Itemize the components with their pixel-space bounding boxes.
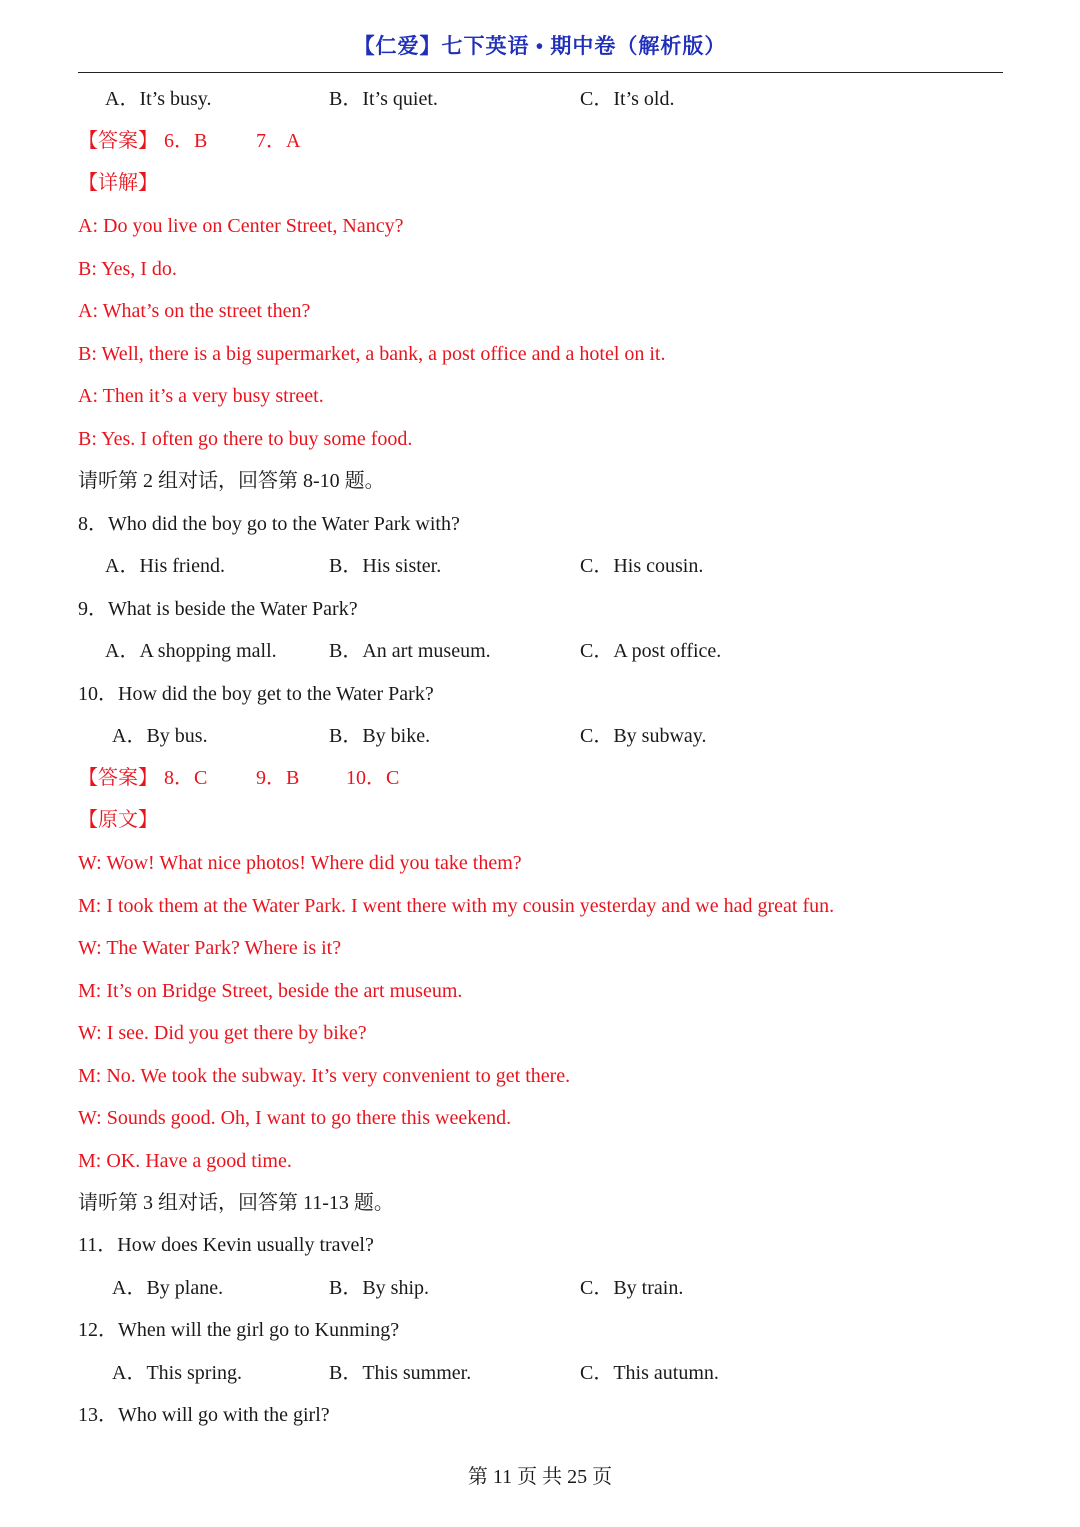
q9-option-c: C．A post office. (580, 640, 722, 662)
answer-8-10 (0, 765, 1080, 791)
answer-6-7 (0, 128, 1080, 154)
instruction-group-3: 请听第 3 组对话，回答第 11-13 题。 (78, 1192, 394, 1214)
q12-options (0, 1360, 1080, 1386)
q7-option-a: A．It’s busy. (105, 88, 212, 110)
q10-option-b: B．By bike. (329, 725, 431, 747)
q11-option-c: C．By train. (580, 1277, 684, 1299)
q12-stem: 12．When will the girl go to Kunming? (78, 1319, 400, 1341)
dialog2-line: M: It’s on Bridge Street, beside the art museum. (78, 980, 463, 1002)
q10-option-c: C．By subway. (580, 725, 707, 747)
dialog2-line: W: The Water Park? Where is it? (78, 937, 342, 959)
q11-stem: 11．How does Kevin usually travel? (78, 1234, 374, 1256)
q11-option-a: A．By plane. (112, 1277, 224, 1299)
dialog1-line: B: Yes, I do. (78, 258, 177, 280)
q12-option-c: C．This autumn. (580, 1362, 719, 1384)
q7-option-b: B．It’s quiet. (329, 88, 438, 110)
q9-option-a: A．A shopping mall. (105, 640, 277, 662)
answer-label: 【答案】 (78, 130, 158, 152)
dialog1-line: A: What’s on the street then? (78, 300, 311, 322)
q8-option-b: B．His sister. (329, 555, 442, 577)
dialog2-line: M: I took them at the Water Park. I went there with my cousin yesterday and we had great fun. (78, 895, 835, 917)
dialog2-line: M: No. We took the subway. It’s very convenient to get there. (78, 1065, 571, 1087)
answer-10: 10．C (346, 767, 400, 789)
q8-option-a: A．His friend. (105, 555, 225, 577)
q8-option-c: C．His cousin. (580, 555, 704, 577)
q8-stem: 8．Who did the boy go to the Water Park with? (78, 513, 460, 535)
page-header-title: 【仁爱】七下英语 • 期中卷（解析版） (353, 34, 727, 58)
q8-options (0, 553, 1080, 579)
answer-8: 8．C (164, 767, 208, 789)
q10-option-a: A．By bus. (112, 725, 208, 747)
dialog1-line: B: Well, there is a big supermarket, a bank, a post office and a hotel on it. (78, 343, 666, 365)
source-label: 【原文】 (78, 809, 158, 831)
q9-stem: 9．What is beside the Water Park? (78, 598, 358, 620)
answer-9: 9．B (256, 767, 300, 789)
q10-stem: 10．How did the boy get to the Water Park? (78, 683, 434, 705)
q9-option-b: B．An art museum. (329, 640, 491, 662)
q12-option-b: B．This summer. (329, 1362, 472, 1384)
q7-option-c: C．It’s old. (580, 88, 675, 110)
answer-6: 6．B (164, 130, 208, 152)
answer-label: 【答案】 (78, 767, 158, 789)
q11-options (0, 1275, 1080, 1301)
page-footer: 第 11 页 共 25 页 (467, 1466, 613, 1488)
answer-7: 7．A (256, 130, 301, 152)
q13-stem: 13．Who will go with the girl? (78, 1404, 330, 1426)
dialog2-line: M: OK. Have a good time. (78, 1150, 292, 1172)
dialog2-line: W: Sounds good. Oh, I want to go there this weekend. (78, 1107, 512, 1129)
dialog2-line: W: I see. Did you get there by bike? (78, 1022, 367, 1044)
q11-option-b: B．By ship. (329, 1277, 430, 1299)
dialog1-line: A: Then it’s a very busy street. (78, 385, 324, 407)
dialog1-line: B: Yes. I often go there to buy some food. (78, 428, 413, 450)
q10-options (0, 723, 1080, 749)
q7-options (0, 86, 1080, 112)
instruction-group-2: 请听第 2 组对话，回答第 8-10 题。 (78, 470, 385, 492)
detail-label: 【详解】 (78, 172, 158, 194)
q12-option-a: A．This spring. (112, 1362, 242, 1384)
header-divider (78, 72, 1003, 73)
dialog2-line: W: Wow! What nice photos! Where did you take them? (78, 852, 522, 874)
q9-options (0, 638, 1080, 664)
dialog1-line: A: Do you live on Center Street, Nancy? (78, 215, 404, 237)
